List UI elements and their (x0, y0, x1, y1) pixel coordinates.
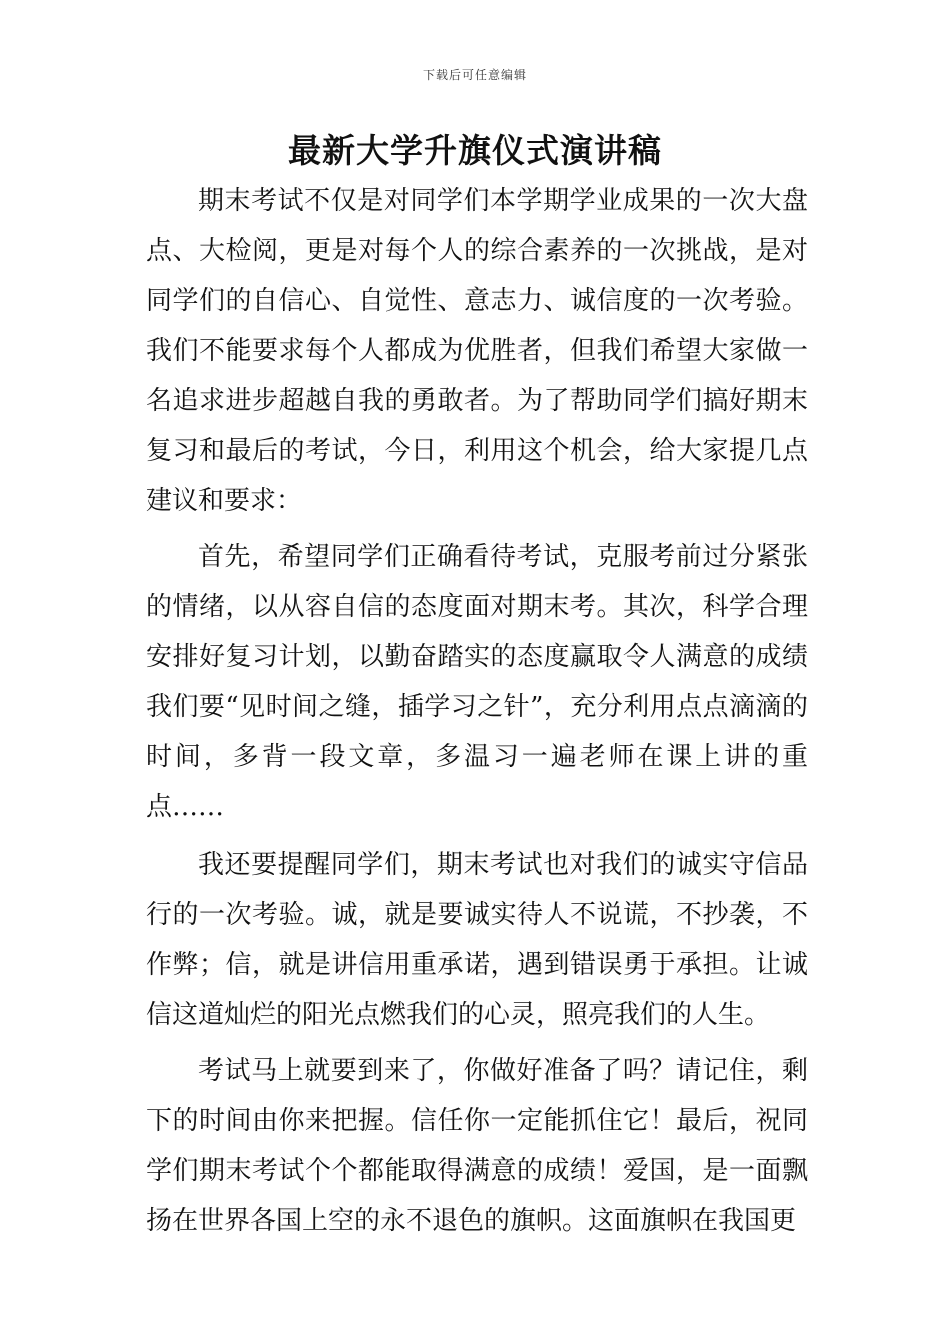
paragraph-3: 我还要提醒同学们，期末考试也对我们的诚实守信品行的一次考验。诚，就是要诚实待人不说谎，不抄袭，不作弊；信，就是讲信用重承诺，遇到错误勇于承担。让诚信这道灿烂的阳光点燃我们的心灵，照亮我们的人生。 (146, 850, 808, 1030)
paragraph-1: 期末考试不仅是对同学们本学期学业成果的一次大盘点、大检阅，更是对每个人的综合素养的一次挑战，是对同学们的自信心、自觉性、意志力、诚信度的一次考验。我们不能要求每个人都成为优胜者，但我们希望大家做一名追求进步超越自我的勇敢者。为了帮助同学们搞好期末复习和最后的考试，今日，利用这个机会，给大家提几点建议和要求： (146, 186, 808, 516)
document-body (146, 176, 808, 1248)
paragraph-2: 首先，希望同学们正确看待考试，克服考前过分紧张的情绪，以从容自信的态度面对期末考。其次，科学合理安排好复习计划，以勤奋踏实的态度赢取令人满意的成绩我们要“见时间之缝，插学习之针”，充分利用点点滴滴的时间，多背一段文章，多温习一遍老师在课上讲的重点…… (146, 542, 808, 822)
paragraph-4: 考试马上就要到来了，你做好准备了吗？请记住，剩下的时间由你来把握。信任你一定能抓住它！最后，祝同学们期末考试个个都能取得满意的成绩！爱国，是一面飘扬在世界各国上空的永不退色的旗帜。这面旗帜在我国更 (146, 1056, 808, 1236)
document-title: 最新大学升旗仪式演讲稿 (288, 131, 662, 170)
header-note: 下载后可任意编辑 (422, 68, 527, 82)
